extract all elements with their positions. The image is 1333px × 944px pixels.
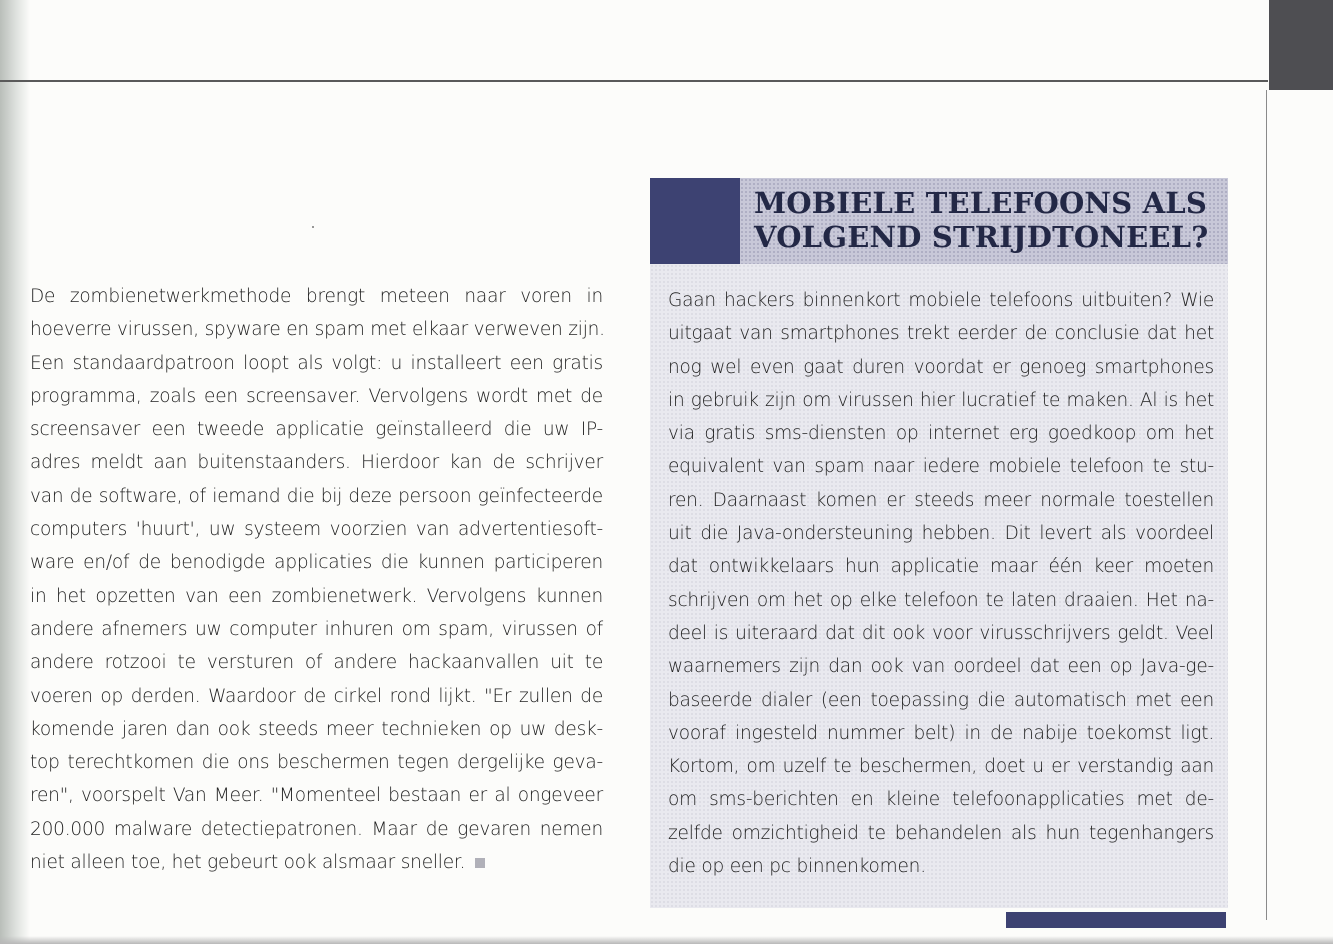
stray-dot (312, 226, 314, 228)
article-line: ren", voorspelt Van Meer. "Momenteel bestaan er al ongeveer (30, 785, 603, 807)
right-column-rule (1266, 90, 1267, 920)
sidebar-line: uitgaat van smartphones trekt eerder de conclusie dat het (668, 323, 1214, 345)
article-line: ware en/of de benodigde applicaties die kunnen participeren (30, 552, 603, 574)
sidebar-line: deel is uiteraard dat dit ook voor virusschrijvers geldt. Veel (668, 622, 1214, 644)
sidebar-line: in gebruik zijn om virussen hier lucratief te maken. Al is het (668, 389, 1214, 411)
sidebar-line: waarnemers zijn dan ook van oordeel dat een op Java-ge- (668, 656, 1214, 678)
sidebar-line: via gratis sms-diensten op internet erg goedkoop om het (668, 423, 1214, 445)
sidebar-line: Kortom, om uzelf te beschermen, doet u er verstandig aan (668, 756, 1214, 778)
article-line: in het opzetten van een zombienetwerk. Vervolgens kunnen (30, 585, 603, 607)
sidebar-line: baseerde dialer (een toepassing die automatisch met een (668, 689, 1214, 711)
sidebar-line: nog wel even gaat duren voordat er genoeg smartphones (668, 356, 1214, 378)
sidebar-title (754, 186, 1208, 254)
sidebar-text (668, 284, 1214, 883)
sidebar-box (650, 178, 1228, 908)
article-line: hoeverre virussen, spyware en spam met elkaar verweven zijn. (30, 319, 605, 341)
article-body (30, 280, 603, 879)
article-last-line (30, 846, 603, 879)
article-line: voeren op derden. Waardoor de cirkel rond lijkt. "Er zullen de (30, 685, 603, 707)
sidebar-line: Gaan hackers binnenkort mobiele telefoons uitbuiten? Wie (668, 290, 1214, 311)
article-line: van de software, of iemand die bij deze persoon geïnfecteerde (30, 485, 603, 507)
sidebar-line: equivalent van spam naar iedere mobiele telefoon te stu- (668, 456, 1214, 478)
sidebar-line: dat ontwikkelaars hun applicatie maar één keer moeten (668, 556, 1214, 578)
sidebar-title-line: VOLGEND STRIJDTONEEL? (754, 220, 1209, 254)
article-line: 200.000 malware detectiepatronen. Maar de gevaren nemen (30, 818, 603, 840)
sidebar-line: die op een pc binnenkomen. (668, 856, 926, 878)
sidebar-body (650, 264, 1228, 908)
top-rule (0, 80, 1268, 82)
sidebar-line: ren. Daarnaast komen er steeds meer normale toestellen (668, 489, 1214, 511)
header-accent-block (650, 178, 740, 264)
corner-color-tab (1269, 0, 1333, 90)
article-line: top terechtkomen die ons beschermen tegen dergelijke geva- (30, 752, 603, 774)
article-line: screensaver een tweede applicatie geïnstalleerd die uw IP- (30, 419, 603, 441)
article-line: De zombienetwerkmethode brengt meteen naar voren in (30, 286, 603, 307)
article-line-text: niet alleen toe, het gebeurt ook alsmaar sneller. (30, 852, 466, 874)
bottom-edge-shadow (0, 936, 1333, 944)
article-line: computers 'huurt', uw systeem voorzien van advertentiesoft- (30, 519, 603, 541)
sidebar-line: vooraf ingesteld nummer belt) in de nabije toekomst ligt. (668, 722, 1214, 744)
sidebar-footer-bar (1006, 912, 1226, 928)
article-line: komende jaren dan ook steeds meer technieken op uw desk- (30, 718, 603, 740)
sidebar-line: uit die Java-ondersteuning hebben. Dit levert als voordeel (668, 523, 1214, 545)
header-title-area (740, 178, 1228, 264)
article-line: Een standaardpatroon loopt als volgt: u installeert een gratis (30, 352, 603, 374)
sidebar-line: schrijven om het op elke telefoon te laten draaien. Het na- (668, 589, 1214, 611)
sidebar-line: zelfde omzichtigheid te behandelen als hun tegenhangers (668, 822, 1214, 844)
sidebar-title-line: MOBIELE TELEFOONS ALS (754, 186, 1208, 220)
page-gutter-shadow (0, 0, 30, 944)
sidebar-header (650, 178, 1228, 264)
article-line: adres meldt aan buitenstaanders. Hierdoor kan de schrijver (30, 452, 603, 474)
sidebar-line: om sms-berichten en kleine telefoonapplicaties met de- (668, 789, 1214, 811)
article-line: andere rotzooi te versturen of andere hackaanvallen uit te (30, 652, 603, 674)
article-line: programma, zoals een screensaver. Vervolgens wordt met de (30, 385, 603, 407)
end-mark-icon (475, 858, 485, 868)
article-line: andere afnemers uw computer inhuren om spam, virussen of (30, 618, 603, 640)
